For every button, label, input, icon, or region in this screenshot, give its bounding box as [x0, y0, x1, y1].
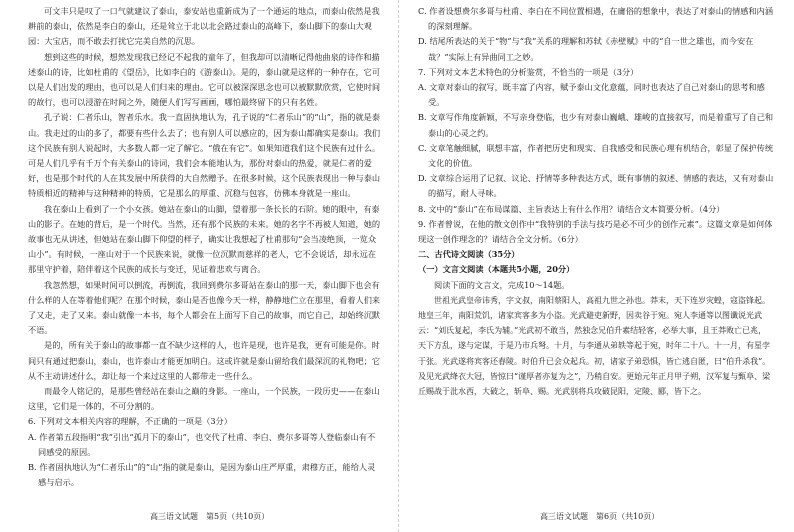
page-footer-left: 高三语文试题 第5页（共10页）	[150, 512, 270, 521]
answer-option: A. 作者第五段指明“我”引出“孤月下的泰山”，也交代了杜甫、李白、费尔多哥等人登临泰山有不同感受的原因。	[28, 431, 376, 457]
right-page-column	[418, 4, 774, 399]
paragraph: 阅读下面的文言文，完成10～14题。	[434, 279, 570, 290]
paragraph: 是的，所有关于泰山的故事都一直不缺少这样的人，也许是现，也许是我，更有可能是你。时间只有通过把泰山，泰山，也许泰山才能更加明白。这或许就是泰山留给我们最深沉的礼物吧；它从不主动讲述什么，却让每一个来过这里的人都带走一些什么。	[28, 340, 381, 381]
paragraph: 而最令人铭记的，是那些曾经站在泰山之巅的身影。一座山，一个民族，一段历史——在泰山这里，它们是一体的，不可分割的。	[28, 386, 380, 412]
question: 7. 下列对文本艺术特色的分析鉴赏，不恰当的一项是（3分）	[418, 66, 639, 77]
question: 6. 下列对文本相关内容的理解，不正确的一项是（3分）	[28, 416, 232, 427]
paragraph: 世祖光武皇帝讳秀，字文叔，南阳蔡阳人，高祖九世之孙也。莽末，天下连岁灾蝗，寇盗锋起。地皇三年，南阳荒饥，诸家宾客多为小盗。光武避吏新野，因卖谷于宛。宛人李通等以图谶说光武云：“刘氏复起，李氏为辅。”光武初不敢当，然独念兄伯升素结轻客，必举大事，且王莽败亡已兆，天下方乱，遂与定谋，于是乃市兵弩。十月，与李通从弟轶等起于宛，时年二十八。十一月，有星孛于张。光武遂将宾客还舂陵。时伯升已会众起兵。初，诸家子弟恐惧，皆亡逃自匿，曰“伯升杀我”。及见光武绛衣大冠，皆惊曰“谨厚者亦复为之”，乃稍自安。更始元年正月甲子朔，汉军复与甄阜、梁丘赐战于沘水西，大破之，斩阜、赐。光武别将兵攻破昆阳，定陵、郾，皆下之。	[418, 295, 771, 397]
paragraph: 我忽然想，如果时间可以倒流，再倒流，我回到费尔多哥站在泰山的那一天，泰山脚下也会有什么样的人在等着他们呢？在那个时候，泰山是否也像今天一样，静静地伫立在那里，看着人们来了又走，走了又来。泰山就像一本书，每个人都会在上面写下自己的故事，而它自己，却始终沉默不语。	[28, 279, 381, 336]
page-footer-right: 高三语文试题 第6页（共10页）	[540, 512, 660, 521]
page-fold-divider	[398, 0, 399, 532]
answer-option: C. 作者设想费尔多哥与杜甫、李白在不同位置相遇，在庸俗的想象中，表达了对泰山的情感和内涵的深刻理解。	[418, 6, 774, 32]
answer-option: B. 文章写作角度新颖，不写亲身登临，也少有对泰山巍峨、雄峻的直接叙写，而是着重写了自己和泰山的心灵之约。	[418, 112, 774, 138]
section-heading: 二、古代诗文阅读（35分）	[418, 249, 520, 260]
answer-option: C. 文章笔触细腻，联想丰富，作者把历史和现实、自我感受和民族心理有机结合，彰显了保护传统文化的价值。	[418, 142, 774, 169]
paragraph: 我在泰山上看到了一个小女孩。她站在泰山的山脚，望着那一条长长的石阶。她的眼中，有泰山的影子。在她的背后，是一个时代。当然，还有那个民族的未来。她的名字不再被人知道，她的故事也无从讲述，但她站在泰山脚下仰望的样子，确实让我想起了杜甫那句“会当凌绝顶，一览众山小”。有时候，一座山对于一个民族来说，就像一位沉默而慈祥的老人，它不会说话，却永远在那里守护着，陪伴着这个民族的成长与变迁，见证着悲欢与离合。	[28, 203, 381, 275]
question: 8. 文中的“泰山”在布局谋篇、主旨表达上有什么作用？请结合文本简要分析。（4分）	[418, 203, 725, 214]
question: 9. 作者曾说，在他的散文创作中“我特别的手法与技巧是必不可少的创作元素”。这篇文章是如何体现这一创作理念的？请结合全文分析。（6分）	[418, 218, 773, 245]
paragraph: 想到这些的时候，想然发现我已经记不起我的童年了，但我却可以清晰记得他曲泉的诗作和描述泰山的诗，比如杜甫的《望岳》，比如李白的《游泰山》。是的，泰山就是这样的一种存在，它可以是人们出发的理由，也可以是人们归来的理由。它可以被深深思念也可以被默默欣赏，它使时间的故行，也可以浸游在时间之外，随便人们写写画画，哪怕最终留下的只有名姓。	[28, 51, 381, 108]
answer-option: A. 文章对泰山的叙写，既丰富了内容，赋予泰山文化意蕴，同时也表达了自己对泰山的思考和感受。	[418, 82, 765, 108]
section-heading: （一）文言文阅读（本题共5小题，20分）	[418, 264, 575, 275]
left-page-column	[28, 4, 383, 491]
answer-option: B. 作者固执地认为“仁者乐山”的“山”指的就是泰山，是因为泰山庄严厚重，肃穆方正，能给人灵感与启示。	[28, 462, 376, 488]
paragraph: 可文丰只是叹了一口气就建议了泰山，泰安站也重新成为了一个通运的地点，而泰山依然是我耕前的泰山，依然是李白的泰山，还是耸立于北以北会路过泰山的高峰下，泰山脚下的泰山大观园：大宝店，而不敢去打扰它完美自然的沉思。	[28, 6, 380, 47]
paragraph: 孔子说：仁者乐山，智者乐水。我一直固执地认为，孔子说的“仁者乐山”的“山”，指的就是泰山。我走过的山的多了，都要有些什么去了；也有别人可以感应的，因为泰山都确实是泰山。我们这个民族有别人说起时，大多数人都一定了解它。“俄在有它”。如果知道我们这个民族有过什么。可是人们几乎有千万个有关泰山的诗词，我们会本能地认为，那份对泰山的热爱，就是仁者的爱好，也是那个时代的人在其发展中所获得的大自然赠予。在很多时候，这个民族表现出一种与泰山特质相近的精神与这种精神的特质，它是那么的厚重、沉稳与包容，仿佛本身就是一座山。	[28, 112, 381, 199]
answer-option: D. 结尾所表达的关于“物”与“我”关系的理解和苏轼《赤壁赋》中的“自一世之雄也，而今安在哉？”实际上有异曲同工之妙。	[418, 36, 754, 62]
answer-option: D. 文章综合运用了记叙、议论、抒情等多种表达方式，既有事情的叙述、情感的表达，又有对泰山的描写，耐人寻味。	[418, 173, 774, 199]
